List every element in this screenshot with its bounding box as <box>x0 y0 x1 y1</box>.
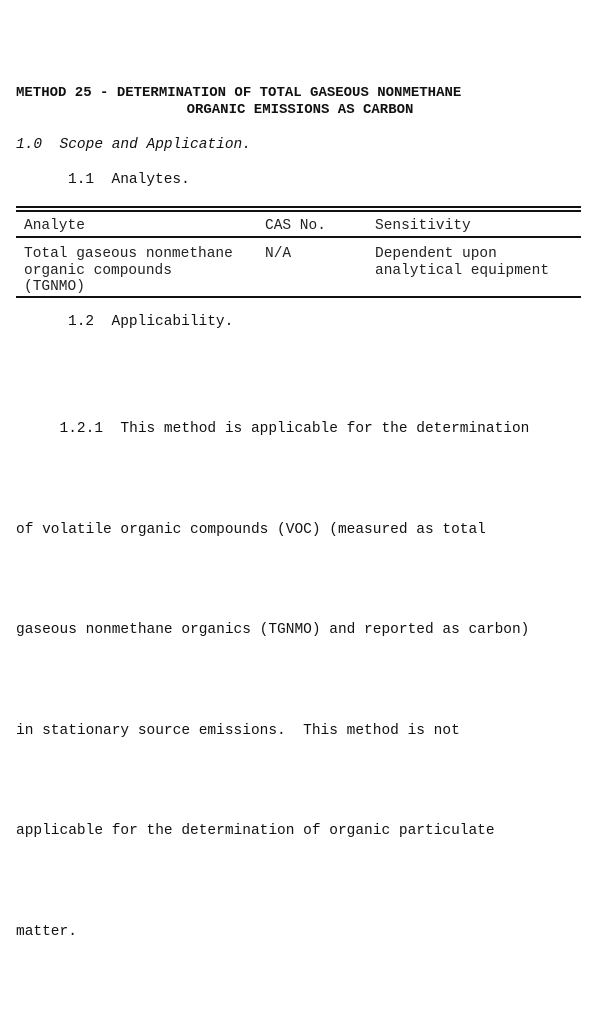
subsection-analytes-heading: 1.1 Analytes. <box>68 172 190 188</box>
table-bottom-rule <box>16 296 581 298</box>
paragraph-line: in stationary source emissions. This method is not <box>16 722 460 739</box>
table-header-analyte: Analyte <box>24 218 85 234</box>
paragraph-line: 1.2.1 This method is applicable for the determination <box>16 421 530 437</box>
table-cell-cas: N/A <box>265 246 292 262</box>
table-cell-analyte: Total gaseous nonmethane organic compounds (TGNMO) <box>24 246 233 295</box>
paragraph-line: gaseous nonmethane organics (TGNMO) and reported as carbon) <box>16 622 530 638</box>
table-header-sensitivity: Sensitivity <box>375 218 471 234</box>
applicability-paragraph <box>16 346 586 1016</box>
paragraph-line: matter. <box>16 923 77 940</box>
table-top-rule <box>16 206 581 208</box>
paragraph-line: of volatile organic compounds (VOC) (measured as total <box>16 521 486 538</box>
table-header-rule <box>16 236 581 238</box>
document-title-line-1: METHOD 25 - DETERMINATION OF TOTAL GASEOUS NONMETHANE <box>16 85 462 101</box>
table-cell-sensitivity: Dependent upon analytical equipment <box>375 246 550 279</box>
table-top-rule-inner <box>16 210 581 212</box>
table-header-cas: CAS No. <box>265 218 326 234</box>
paragraph-line: applicable for the determination of organic particulate <box>16 823 495 839</box>
document-title-line-2: ORGANIC EMISSIONS AS CARBON <box>186 102 414 118</box>
subsection-applicability-heading: 1.2 Applicability. <box>68 314 234 330</box>
section-heading: 1.0 Scope and Application. <box>16 137 251 153</box>
